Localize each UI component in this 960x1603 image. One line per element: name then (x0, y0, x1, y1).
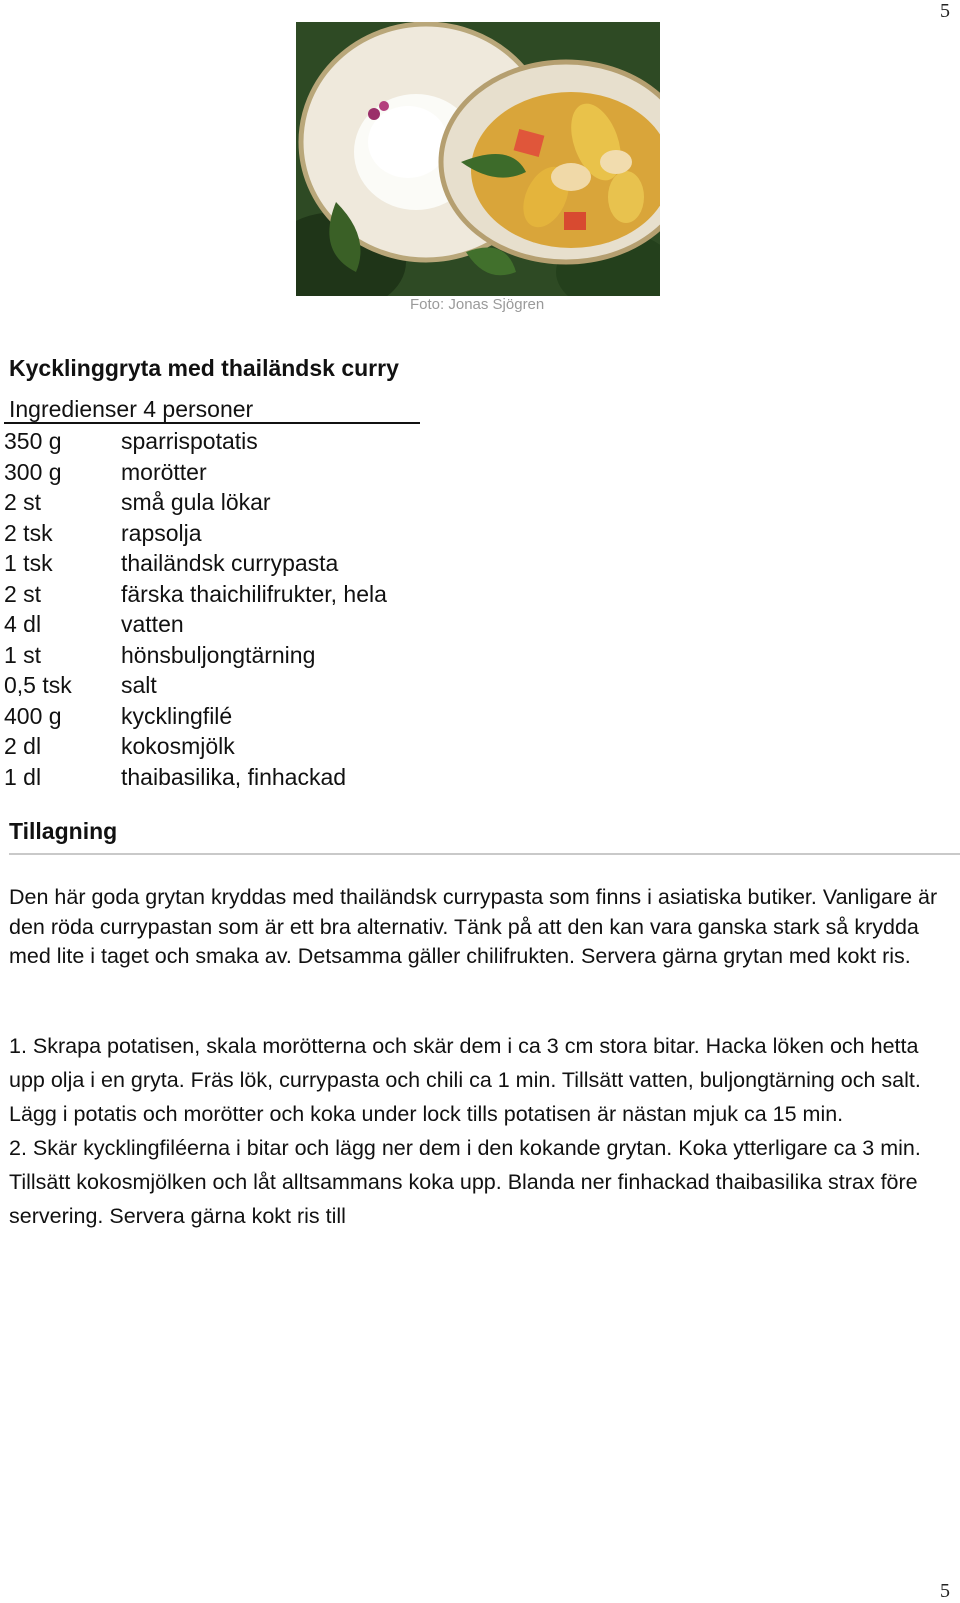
ingredient-row (4, 457, 387, 488)
method-steps (9, 1029, 954, 1233)
ingredient-qty: 300 g (4, 458, 62, 485)
ingredient-name: sparrispotatis (121, 428, 258, 454)
ingredient-row (4, 518, 387, 549)
ingredient-qty: 0,5 tsk (4, 672, 72, 698)
ingredient-row (4, 579, 387, 610)
ingredient-name: thailändsk currypasta (121, 550, 339, 576)
ingredient-name: färska thaichilifrukter, hela (121, 580, 387, 607)
ingredient-qty: 2 dl (4, 733, 42, 759)
intro-text (9, 883, 954, 972)
ingredient-row (4, 609, 387, 640)
ingredient-name: kycklingfilé (121, 702, 233, 729)
ingredient-name: hönsbuljongtärning (121, 641, 316, 668)
step-paragraph: Lägg i potatis och morötter och koka under lock tills potatisen är nästan mjuk ca 15 min. (9, 1102, 844, 1126)
photo-credit: Foto: Jonas Sjögren (410, 296, 545, 313)
method-title: Tillagning (9, 818, 118, 844)
ingredient-name: thaibasilika, finhackad (121, 763, 347, 790)
page-number-top: 5 (940, 0, 950, 22)
ingredient-name: rapsolja (121, 519, 202, 546)
ingredient-qty: 400 g (4, 702, 62, 729)
ingredient-qty: 1 dl (4, 763, 42, 790)
ingredient-row (4, 548, 387, 579)
ingredient-name: morötter (121, 458, 207, 485)
ingredient-qty: 2 st (4, 580, 42, 607)
ingredient-row (4, 670, 387, 701)
recipe-photo (296, 22, 660, 296)
page-number-bottom: 5 (940, 1580, 950, 1602)
ingredient-name: små gula lökar (121, 489, 271, 515)
ingredients-header: Ingredienser 4 personer (4, 397, 420, 424)
ingredient-name: vatten (121, 611, 184, 637)
ingredient-name: kokosmjölk (121, 733, 235, 759)
recipe-title: Kycklinggryta med thailändsk curry (9, 355, 399, 381)
ingredient-row (4, 731, 387, 762)
section-divider (9, 853, 960, 855)
ingredient-qty: 2 tsk (4, 519, 53, 546)
ingredient-row (4, 426, 387, 457)
ingredient-list (4, 426, 387, 792)
ingredient-qty: 350 g (4, 428, 62, 454)
ingredient-qty: 1 st (4, 641, 42, 668)
ingredient-qty: 2 st (4, 489, 42, 515)
ingredient-row (4, 487, 387, 518)
ingredient-qty: 4 dl (4, 611, 42, 637)
ingredient-name: salt (121, 672, 157, 698)
step-paragraph: 2. Skär kycklingfiléerna i bitar och lägg ner dem i den kokande grytan. Koka ytterligare ca 3 min. Tillsätt kokosmjölken och låt alltsammans koka upp. Blanda ner finhackad thaibasilika strax före servering. Servera gärna kokt ris till (9, 1136, 921, 1228)
intro-paragraph: Den här goda grytan kryddas med thailändsk currypasta som finns i asiatiska butiker. Vanligare är den röda currypastan som är ett bra alternativ. Tänk på att den kan vara ganska stark så krydda med lite i taget och smaka av. Detsamma gäller chilifrukten. Servera gärna grytan med kokt ris. (9, 885, 938, 968)
ingredient-row (4, 762, 387, 793)
ingredient-row (4, 701, 387, 732)
step-paragraph: 1. Skrapa potatisen, skala morötterna och skär dem i ca 3 cm stora bitar. Hacka löken och hetta upp olja i en gryta. Fräs lök, currypasta och chili ca 1 min. Tillsätt vatten, buljongtärning och salt. (9, 1034, 921, 1092)
ingredient-row (4, 640, 387, 671)
ingredient-qty: 1 tsk (4, 550, 53, 576)
